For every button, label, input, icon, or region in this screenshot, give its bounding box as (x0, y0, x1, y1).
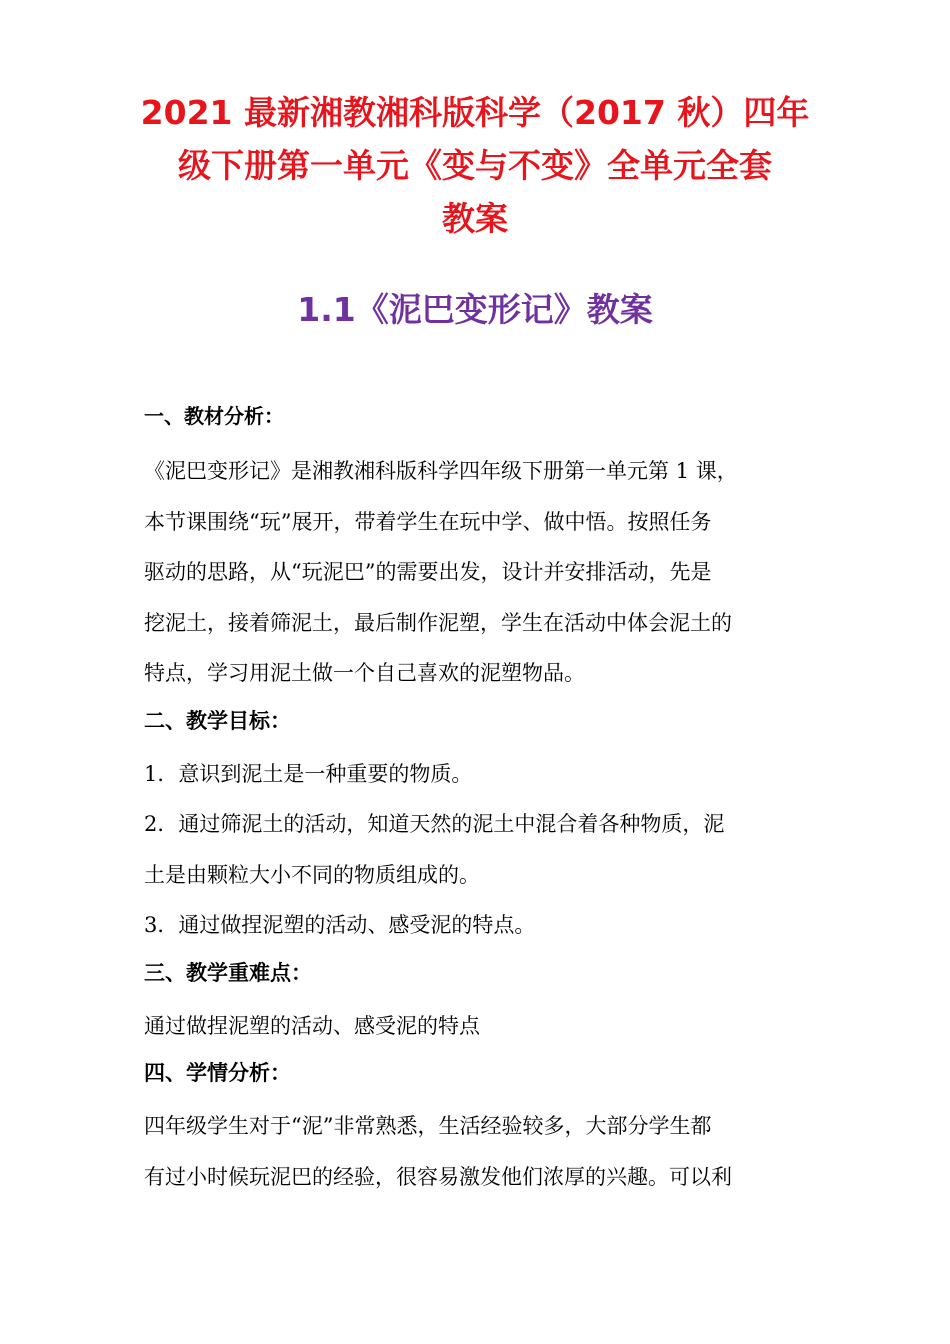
paragraph-line: 有过小时候玩泥巴的经验，很容易激发他们浓厚的兴趣。可以利 (144, 1164, 732, 1189)
document-body (144, 396, 824, 1202)
paragraph-line: 本节课围绕“玩”展开，带着学生在玩中学、做中悟。按照任务 (144, 509, 712, 534)
section-heading-objectives: 二、教学目标： (144, 708, 291, 733)
material-analysis-paragraph (144, 446, 824, 699)
document-title (120, 86, 830, 245)
section-heading-key-points: 三、教学重难点： (144, 960, 312, 985)
objective-line: 3．通过做捏泥塑的活动、感受泥的特点。 (144, 913, 536, 937)
key-points-line: 通过做捏泥塑的活动、感受泥的特点 (144, 1013, 480, 1038)
objective-line: 1．意识到泥土是一种重要的物质。 (144, 761, 473, 786)
objective-item (144, 900, 824, 951)
learner-analysis-paragraph (144, 1101, 824, 1202)
paragraph-line: 挖泥土，接着筛泥土，最后制作泥塑，学生在活动中体会泥土的 (144, 610, 732, 635)
section-heading-material-analysis: 一、教材分析： (144, 404, 284, 428)
paragraph-line: 特点，学习用泥土做一个自己喜欢的泥塑物品。 (144, 661, 585, 685)
section-heading-learner-analysis: 四、学情分析： (144, 1061, 291, 1085)
objective-item (144, 799, 824, 900)
objective-line: 土是由颗粒大小不同的物质组成的。 (144, 862, 480, 887)
paragraph-line: 驱动的思路，从“玩泥巴”的需要出发，设计并安排活动，先是 (144, 560, 712, 584)
document-title-line: 级下册第一单元《变与不变》全单元全套 (178, 146, 772, 185)
paragraph-line: 四年级学生对于“泥”非常熟悉，生活经验较多，大部分学生都 (144, 1114, 712, 1138)
objective-item (144, 749, 824, 800)
key-points-text (144, 1001, 824, 1052)
paragraph-line: 《泥巴变形记》是湘教湘科版科学四年级下册第一单元第 1 课， (144, 459, 738, 483)
objective-line: 2．通过筛泥土的活动，知道天然的泥土中混合着各种物质，泥 (144, 812, 725, 836)
document-title-line: 2021 最新湘教湘科版科学（2017 秋）四年 (140, 93, 810, 132)
lesson-title: 1.1《泥巴变形记》教案 (297, 290, 653, 329)
document-title-line: 教案 (442, 199, 508, 238)
